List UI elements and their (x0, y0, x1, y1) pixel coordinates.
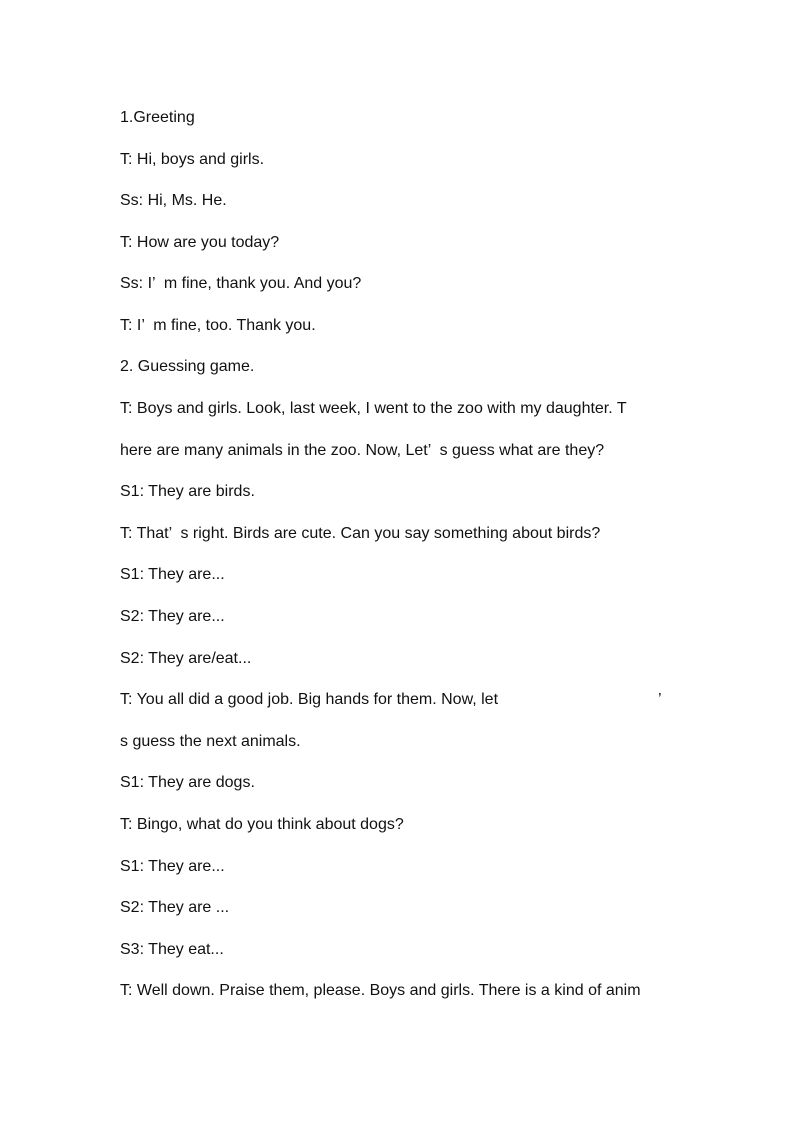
dialogue-line: S1: They are dogs. (120, 774, 255, 791)
dialogue-line: Ss: I’ m fine, thank you. And you? (120, 275, 362, 292)
dialogue-line: T: Well down. Praise them, please. Boys and girls. There is a kind of anim (120, 982, 641, 999)
section-heading-guessing-game: 2. Guessing game. (120, 358, 255, 375)
section-heading-greeting: 1.Greeting (120, 109, 195, 126)
dialogue-line: S2: They are... (120, 608, 225, 625)
dialogue-line: Ss: Hi, Ms. He. (120, 192, 227, 209)
dialogue-line: T: Bingo, what do you think about dogs? (120, 816, 404, 833)
dialogue-line: s guess the next animals. (120, 733, 301, 750)
dialogue-line: S1: They are... (120, 566, 225, 583)
dialogue-line: T: Boys and girls. Look, last week, I went to the zoo with my daughter. T (120, 400, 627, 417)
dialogue-line: T: How are you today? (120, 234, 280, 251)
dialogue-line: S1: They are birds. (120, 483, 255, 500)
dialogue-line: here are many animals in the zoo. Now, Let’ s guess what are they? (120, 442, 605, 459)
dialogue-line: S1: They are... (120, 858, 225, 875)
dialogue-line: T: That’ s right. Birds are cute. Can you say something about birds? (120, 525, 601, 542)
dialogue-line: T: You all did a good job. Big hands for them. Now, let (120, 691, 499, 708)
dialogue-line: S2: They are ... (120, 899, 230, 916)
dialogue-line: S2: They are/eat... (120, 650, 252, 667)
dialogue-line: T: Hi, boys and girls. (120, 151, 265, 168)
dialogue-line: T: I’ m fine, too. Thank you. (120, 317, 316, 334)
stray-apostrophe: ’ (658, 691, 662, 708)
dialogue-line: S3: They eat... (120, 941, 224, 958)
